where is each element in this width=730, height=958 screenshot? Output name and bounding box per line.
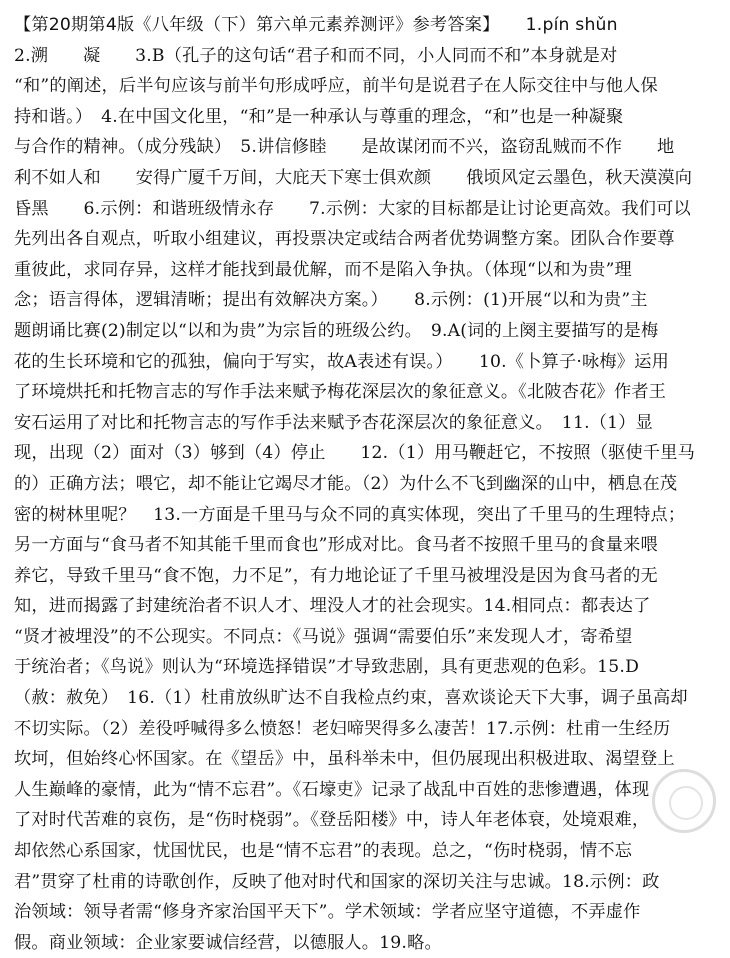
text-line: 于统治者；《鸟说》则认为“环境选择错误”才导致悲剧，具有更悲观的色彩。15.D [14,657,640,678]
text-line: 题朗诵比赛(2)制定以“以和为贵”为宗旨的班级公约。 9.A(词的上阕主要描写的是梅 [14,320,659,341]
text-line: 与合作的精神。（成分残缺） 5.讲信修睦 是故谋闭而不兴，盗窃乱贼而不作 地 [14,137,675,158]
watermark-seal-icon [652,769,716,833]
text-line: 知，进而揭露了封建统治者不识人才、埋没人才的社会现实。14.相同点：都表达了 [14,596,651,617]
text-line: 利不如人和 安得广厦千万间，大庇天下寒士俱欢颜 俄顷风定云墨色，秋天漠漠向 [14,167,693,188]
text-line: 密的树林里呢？ 13.一方面是千里马与众不同的真实体现，突出了千里马的生理特点； [14,504,686,525]
text-line: 人生巅峰的豪情，此为“情不忘君”。《石壕吏》记录了战乱中百姓的悲惨遭遇，体现 [14,779,650,800]
text-line: 却依然心系国家，忧国忧民，也是“情不忘君”的表现。总之，“伤时桡弱，情不忘 [14,841,633,862]
text-line: （赦：赦免） 16.（1）杜甫放纵旷达不自我检点约束，喜欢谈论天下大事，调子虽高却 [14,688,688,709]
text-line: 另一方面与“食马者不知其能千里而食也”形成对比。食马者不按照千里马的食量来喂 [14,535,658,556]
text-line: 了对时代苦难的哀伤，是“伤时桡弱”。《登岳阳楼》中，诗人年老体衰，处境艰难， [14,810,650,831]
text-line: 的）正确方法；喂它，却不能让它竭尽才能。（2）为什么不飞到幽深的山中，栖息在茂 [14,473,678,494]
text-line: 重彼此，求同存异，这样才能找到最优解，而不是陷入争执。（体现“以和为贵”理 [14,259,632,280]
text-line: “贤才被埋没”的不公现实。不同点：《马说》强调“需要伯乐”来发现人才，寄希望 [14,626,633,647]
text-line: 持和谐。） 4.在中国文化里，“和”是一种承认与尊重的理念，“和”也是一种凝聚 [14,106,624,127]
text-line: 养它，导致千里马“食不饱，力不足”，有力地论证了千里马被埋没是因为食马者的无 [14,565,658,586]
text-line: 念；语言得体，逻辑清晰；提出有效解决方案。） 8.示例：(1)开展“以和为贵”主 [14,290,648,311]
text-line: 假。商业领域：企业家要诚信经营，以德服人。19.略。 [14,932,442,953]
text-line: 昏黑 6.示例：和谐班级情永存 7.示例：大家的目标都是让讨论更高效。我们可以 [14,198,691,219]
text-line: 花的生长环境和它的孤独，偏向于写实，故A表述有误。） 10.《卜算子·咏梅》运用 [14,351,669,372]
text-line: 了环境烘托和托物言志的写作手法来赋予梅花深层次的象征意义。《北陂杏花》作者王 [14,382,667,403]
text-line: 2.溯 凝 3.B（孔子的这句话“君子和而不同，小人同而不和”本身就是对 [14,45,618,66]
text-line: “和”的阐述，后半句应该与前半句形成呼应，前半句是说君子在人际交往中与他人保 [14,76,658,97]
text-line: 治领域：领导者需“修身齐家治国平天下”。学术领域：学者应坚守道德，不弄虚作 [14,902,641,923]
document-title-line: 【第20期第4版《八年级（下）第六单元素养测评》参考答案】 1.pín shǔn [14,15,618,35]
text-line: 君”贯穿了杜甫的诗歌创作，反映了他对时代和国家的深切关注与忠诚。18.示例：政 [14,871,660,892]
text-line: 坎坷，但始终心怀国家。在《望岳》中，虽科举未中，但仍展现出积极进取、渴望登上 [14,749,675,770]
text-line: 现，出现（2）面对（3）够到（4）停止 12.（1）用马鞭赶它，不按照（驱使千里马 [14,443,696,464]
text-line: 不切实际。（2）差役呼喊得多么愤怒！老妇啼哭得多么凄苦！17.示例：杜甫一生经历 [14,718,671,739]
text-line: 先列出各自观点，听取小组建议，再投票决定或结合两者优势调整方案。团队合作要尊 [14,229,675,250]
text-line: 安石运用了对比和托物言志的写作手法来赋予杏花深层次的象征意义。 11.（1）显 [14,412,654,433]
